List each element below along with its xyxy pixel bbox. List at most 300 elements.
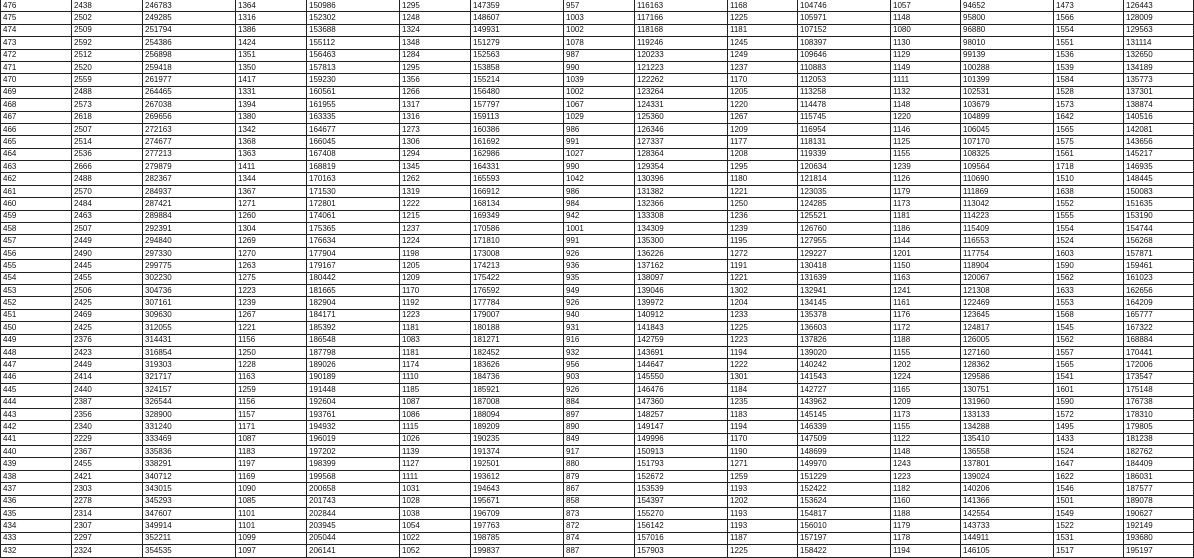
table-cell: 1622 (1054, 470, 1124, 482)
score-cell: 476 (1, 0, 72, 12)
table-cell: 124331 (635, 99, 728, 111)
table-cell: 1565 (1054, 123, 1124, 135)
table-cell: 111869 (961, 185, 1054, 197)
table-cell: 991 (564, 136, 635, 148)
table-cell: 165593 (471, 173, 564, 185)
table-cell: 192604 (307, 396, 400, 408)
table-cell: 1267 (236, 309, 307, 321)
table-cell: 1551 (1054, 37, 1124, 49)
table-cell: 1223 (400, 309, 471, 321)
table-cell: 873 (564, 508, 635, 520)
table-cell: 1647 (1054, 458, 1124, 470)
table-cell: 108325 (961, 148, 1054, 160)
table-cell: 1295 (400, 0, 471, 12)
table-cell: 261977 (143, 74, 236, 86)
table-cell: 135378 (798, 309, 891, 321)
table-cell: 192149 (1124, 520, 1194, 532)
table-cell: 1524 (1054, 235, 1124, 247)
table-cell: 94652 (961, 0, 1054, 12)
table-cell: 299775 (143, 260, 236, 272)
table-cell: 1209 (728, 123, 798, 135)
table-cell: 956 (564, 359, 635, 371)
table-row (1, 260, 1194, 272)
table-cell: 936 (564, 260, 635, 272)
table-cell: 1552 (1054, 198, 1124, 210)
table-row (1, 532, 1194, 544)
table-cell: 1642 (1054, 111, 1124, 123)
table-cell: 133308 (635, 210, 728, 222)
table-cell: 184171 (307, 309, 400, 321)
table-row (1, 470, 1194, 482)
table-row (1, 322, 1194, 334)
table-cell: 117166 (635, 12, 728, 24)
table-cell: 1316 (400, 111, 471, 123)
score-cell: 461 (1, 185, 72, 197)
table-cell: 1028 (400, 495, 471, 507)
table-cell: 2449 (72, 235, 143, 247)
table-cell: 2438 (72, 0, 143, 12)
table-row (1, 247, 1194, 259)
table-cell: 157016 (635, 532, 728, 544)
table-cell: 157797 (471, 99, 564, 111)
table-cell: 1262 (400, 173, 471, 185)
table-cell: 135300 (635, 235, 728, 247)
table-cell: 1223 (236, 284, 307, 296)
table-cell: 151635 (1124, 198, 1194, 210)
table-cell: 95800 (961, 12, 1054, 24)
table-cell: 170441 (1124, 346, 1194, 358)
table-cell: 156463 (307, 49, 400, 61)
table-cell: 176634 (307, 235, 400, 247)
table-cell: 140516 (1124, 111, 1194, 123)
table-cell: 123264 (635, 86, 728, 98)
table-cell: 203945 (307, 520, 400, 532)
table-cell: 1250 (728, 198, 798, 210)
table-cell: 256898 (143, 49, 236, 61)
table-cell: 1085 (236, 495, 307, 507)
table-cell: 194932 (307, 421, 400, 433)
table-cell: 1052 (400, 545, 471, 557)
table-cell: 140206 (961, 483, 1054, 495)
table-cell: 1224 (891, 371, 961, 383)
table-cell: 179007 (471, 309, 564, 321)
table-cell: 1590 (1054, 396, 1124, 408)
table-cell: 987 (564, 49, 635, 61)
table-cell: 916 (564, 334, 635, 346)
table-cell: 326544 (143, 396, 236, 408)
table-cell: 1510 (1054, 173, 1124, 185)
table-cell: 1156 (236, 396, 307, 408)
table-cell: 1356 (400, 74, 471, 86)
table-cell: 2570 (72, 185, 143, 197)
table-cell: 1026 (400, 433, 471, 445)
table-cell: 184736 (471, 371, 564, 383)
table-cell: 173008 (471, 247, 564, 259)
table-cell: 1078 (564, 37, 635, 49)
table-cell: 107170 (961, 136, 1054, 148)
table-cell: 1029 (564, 111, 635, 123)
score-cell: 452 (1, 297, 72, 309)
score-cell: 460 (1, 198, 72, 210)
table-cell: 347607 (143, 508, 236, 520)
table-cell: 156142 (635, 520, 728, 532)
table-cell: 1031 (400, 483, 471, 495)
table-cell: 1273 (400, 123, 471, 135)
table-cell: 198399 (307, 458, 400, 470)
table-cell: 191448 (307, 384, 400, 396)
table-cell: 349914 (143, 520, 236, 532)
table-cell: 2618 (72, 111, 143, 123)
table-row (1, 508, 1194, 520)
table-cell: 1187 (728, 532, 798, 544)
table-cell: 2514 (72, 136, 143, 148)
table-cell: 1155 (891, 421, 961, 433)
table-cell: 118168 (635, 24, 728, 36)
score-cell: 438 (1, 470, 72, 482)
table-cell: 1177 (728, 136, 798, 148)
table-cell: 167408 (307, 148, 400, 160)
table-cell: 2463 (72, 210, 143, 222)
table-cell: 1342 (236, 123, 307, 135)
table-cell: 171810 (471, 235, 564, 247)
table-cell: 132650 (1124, 49, 1194, 61)
table-cell: 1566 (1054, 12, 1124, 24)
table-cell: 1181 (400, 346, 471, 358)
table-row (1, 371, 1194, 383)
table-row (1, 446, 1194, 458)
table-cell: 1557 (1054, 346, 1124, 358)
table-cell: 192501 (471, 458, 564, 470)
table-cell: 1545 (1054, 322, 1124, 334)
table-cell: 166912 (471, 185, 564, 197)
table-cell: 1155 (891, 346, 961, 358)
table-cell: 1194 (728, 421, 798, 433)
table-cell: 1348 (400, 37, 471, 49)
table-cell: 2278 (72, 495, 143, 507)
table-cell: 1522 (1054, 520, 1124, 532)
table-cell: 2324 (72, 545, 143, 557)
table-cell: 1603 (1054, 247, 1124, 259)
table-cell: 1191 (728, 260, 798, 272)
table-row (1, 384, 1194, 396)
table-cell: 160386 (471, 123, 564, 135)
table-cell: 182452 (471, 346, 564, 358)
table-row (1, 346, 1194, 358)
table-cell: 104746 (798, 0, 891, 12)
table-cell: 1546 (1054, 483, 1124, 495)
table-cell: 181271 (471, 334, 564, 346)
score-cell: 459 (1, 210, 72, 222)
table-row (1, 433, 1194, 445)
table-cell: 151279 (471, 37, 564, 49)
table-cell: 171530 (307, 185, 400, 197)
table-cell: 173547 (1124, 371, 1194, 383)
table-cell: 143656 (1124, 136, 1194, 148)
table-cell: 144911 (961, 532, 1054, 544)
table-cell: 1170 (728, 74, 798, 86)
table-cell: 931 (564, 322, 635, 334)
table-cell: 149970 (798, 458, 891, 470)
table-cell: 1517 (1054, 545, 1124, 557)
score-cell: 465 (1, 136, 72, 148)
table-cell: 1202 (891, 359, 961, 371)
table-cell: 267038 (143, 99, 236, 111)
table-cell: 1204 (728, 297, 798, 309)
table-cell: 128364 (635, 148, 728, 160)
table-cell: 1178 (891, 532, 961, 544)
table-cell: 134189 (1124, 61, 1194, 73)
table-cell: 1202 (728, 495, 798, 507)
table-cell: 309630 (143, 309, 236, 321)
table-cell: 1345 (400, 161, 471, 173)
table-cell: 159113 (471, 111, 564, 123)
table-row (1, 49, 1194, 61)
table-cell: 182904 (307, 297, 400, 309)
table-cell: 1222 (400, 198, 471, 210)
score-cell: 468 (1, 99, 72, 111)
score-cell: 451 (1, 309, 72, 321)
table-cell: 172006 (1124, 359, 1194, 371)
table-cell: 1149 (891, 61, 961, 73)
table-cell: 2488 (72, 86, 143, 98)
table-cell: 2367 (72, 446, 143, 458)
table-cell: 116954 (798, 123, 891, 135)
table-cell: 1148 (891, 446, 961, 458)
table-cell: 189026 (307, 359, 400, 371)
table-cell: 109646 (798, 49, 891, 61)
table-cell: 196709 (471, 508, 564, 520)
table-cell: 150083 (1124, 185, 1194, 197)
table-cell: 1083 (400, 334, 471, 346)
table-cell: 1267 (728, 111, 798, 123)
table-cell: 2507 (72, 123, 143, 135)
score-cell: 467 (1, 111, 72, 123)
table-cell: 1067 (564, 99, 635, 111)
table-cell: 157871 (1124, 247, 1194, 259)
table-cell: 130396 (635, 173, 728, 185)
table-cell: 1221 (728, 272, 798, 284)
table-cell: 154397 (635, 495, 728, 507)
table-cell: 118904 (961, 260, 1054, 272)
table-cell: 101399 (961, 74, 1054, 86)
table-cell: 141543 (798, 371, 891, 383)
table-cell: 1233 (728, 309, 798, 321)
table-cell: 2507 (72, 223, 143, 235)
score-cell: 455 (1, 260, 72, 272)
table-cell: 184409 (1124, 458, 1194, 470)
table-cell: 1169 (236, 470, 307, 482)
table-cell: 2509 (72, 24, 143, 36)
table-row (1, 458, 1194, 470)
table-row (1, 520, 1194, 532)
table-cell: 1148 (891, 12, 961, 24)
table-cell: 1194 (728, 346, 798, 358)
table-row (1, 284, 1194, 296)
table-cell: 149996 (635, 433, 728, 445)
table-cell: 316854 (143, 346, 236, 358)
table-cell: 156480 (471, 86, 564, 98)
table-cell: 354535 (143, 545, 236, 557)
table-cell: 254386 (143, 37, 236, 49)
table-cell: 1157 (236, 408, 307, 420)
table-cell: 1201 (891, 247, 961, 259)
table-cell: 1386 (236, 24, 307, 36)
table-cell: 156010 (798, 520, 891, 532)
table-cell: 331240 (143, 421, 236, 433)
table-cell: 2592 (72, 37, 143, 49)
table-cell: 108397 (798, 37, 891, 49)
table-cell: 162656 (1124, 284, 1194, 296)
table-cell: 168819 (307, 161, 400, 173)
table-cell: 942 (564, 210, 635, 222)
table-cell: 170586 (471, 223, 564, 235)
table-cell: 129563 (1124, 24, 1194, 36)
table-cell: 113042 (961, 198, 1054, 210)
table-cell: 1228 (236, 359, 307, 371)
table-cell: 133133 (961, 408, 1054, 420)
table-row (1, 309, 1194, 321)
table-cell: 1099 (236, 532, 307, 544)
table-cell: 170163 (307, 173, 400, 185)
table-row (1, 198, 1194, 210)
table-cell: 141843 (635, 322, 728, 334)
table-cell: 1531 (1054, 532, 1124, 544)
table-cell: 189078 (1124, 495, 1194, 507)
table-row (1, 297, 1194, 309)
table-cell: 126760 (798, 223, 891, 235)
table-cell: 926 (564, 384, 635, 396)
table-cell: 272163 (143, 123, 236, 135)
table-cell: 130418 (798, 260, 891, 272)
table-cell: 145217 (1124, 148, 1194, 160)
table-cell: 292391 (143, 223, 236, 235)
table-cell: 1086 (400, 408, 471, 420)
table-cell: 145145 (798, 408, 891, 420)
table-cell: 161692 (471, 136, 564, 148)
table-cell: 129227 (798, 247, 891, 259)
table-cell: 128362 (961, 359, 1054, 371)
table-cell: 96880 (961, 24, 1054, 36)
table-cell: 187008 (471, 396, 564, 408)
table-cell: 940 (564, 309, 635, 321)
table-cell: 188094 (471, 408, 564, 420)
table-cell: 2387 (72, 396, 143, 408)
table-cell: 131960 (961, 396, 1054, 408)
table-cell: 2502 (72, 12, 143, 24)
table-cell: 121814 (798, 173, 891, 185)
table-cell: 1301 (728, 371, 798, 383)
table-cell: 99139 (961, 49, 1054, 61)
table-cell: 153688 (307, 24, 400, 36)
table-cell: 136558 (961, 446, 1054, 458)
table-cell: 338291 (143, 458, 236, 470)
table-cell: 302230 (143, 272, 236, 284)
table-cell: 201743 (307, 495, 400, 507)
score-cell: 472 (1, 49, 72, 61)
table-cell: 142727 (798, 384, 891, 396)
table-cell: 190189 (307, 371, 400, 383)
table-cell: 155270 (635, 508, 728, 520)
table-cell: 1235 (728, 396, 798, 408)
table-cell: 1184 (728, 384, 798, 396)
table-cell: 197202 (307, 446, 400, 458)
table-cell: 159230 (307, 74, 400, 86)
table-cell: 1127 (400, 458, 471, 470)
table-cell: 887 (564, 545, 635, 557)
table-cell: 140242 (798, 359, 891, 371)
table-cell: 1122 (891, 433, 961, 445)
table-cell: 246783 (143, 0, 236, 12)
table-row (1, 111, 1194, 123)
table-cell: 1038 (400, 508, 471, 520)
table-cell: 116163 (635, 0, 728, 12)
table-cell: 1295 (728, 161, 798, 173)
table-cell: 195671 (471, 495, 564, 507)
table-cell: 1344 (236, 173, 307, 185)
table-cell: 1275 (236, 272, 307, 284)
table-cell: 1561 (1054, 148, 1124, 160)
table-cell: 340712 (143, 470, 236, 482)
table-cell: 1181 (891, 210, 961, 222)
table-cell: 150986 (307, 0, 400, 12)
table-cell: 2307 (72, 520, 143, 532)
score-cell: 442 (1, 421, 72, 433)
table-cell: 903 (564, 371, 635, 383)
table-cell: 131114 (1124, 37, 1194, 49)
table-cell: 154744 (1124, 223, 1194, 235)
table-cell: 274677 (143, 136, 236, 148)
table-cell: 142081 (1124, 123, 1194, 135)
score-cell: 453 (1, 284, 72, 296)
table-cell: 1132 (891, 86, 961, 98)
table-row (1, 74, 1194, 86)
table-cell: 1270 (236, 247, 307, 259)
table-cell: 1473 (1054, 0, 1124, 12)
table-row (1, 483, 1194, 495)
table-cell: 874 (564, 532, 635, 544)
table-cell: 180188 (471, 322, 564, 334)
table-cell: 2520 (72, 61, 143, 73)
table-row (1, 408, 1194, 420)
table-cell: 154817 (798, 508, 891, 520)
table-cell: 1180 (728, 173, 798, 185)
table-cell: 102531 (961, 86, 1054, 98)
table-cell: 1633 (1054, 284, 1124, 296)
table-cell: 143733 (961, 520, 1054, 532)
table-cell: 177784 (471, 297, 564, 309)
score-cell: 462 (1, 173, 72, 185)
table-cell: 858 (564, 495, 635, 507)
table-cell: 117754 (961, 247, 1054, 259)
table-cell: 2455 (72, 272, 143, 284)
table-cell: 284937 (143, 185, 236, 197)
score-cell: 444 (1, 396, 72, 408)
table-cell: 124285 (798, 198, 891, 210)
table-cell: 185921 (471, 384, 564, 396)
table-cell: 152563 (471, 49, 564, 61)
table-cell: 2536 (72, 148, 143, 160)
table-cell: 1331 (236, 86, 307, 98)
table-cell: 121223 (635, 61, 728, 73)
table-cell: 289884 (143, 210, 236, 222)
table-cell: 148445 (1124, 173, 1194, 185)
table-cell: 106045 (961, 123, 1054, 135)
table-cell: 991 (564, 235, 635, 247)
table-cell: 187798 (307, 346, 400, 358)
table-cell: 145550 (635, 371, 728, 383)
table-row (1, 86, 1194, 98)
table-cell: 180442 (307, 272, 400, 284)
